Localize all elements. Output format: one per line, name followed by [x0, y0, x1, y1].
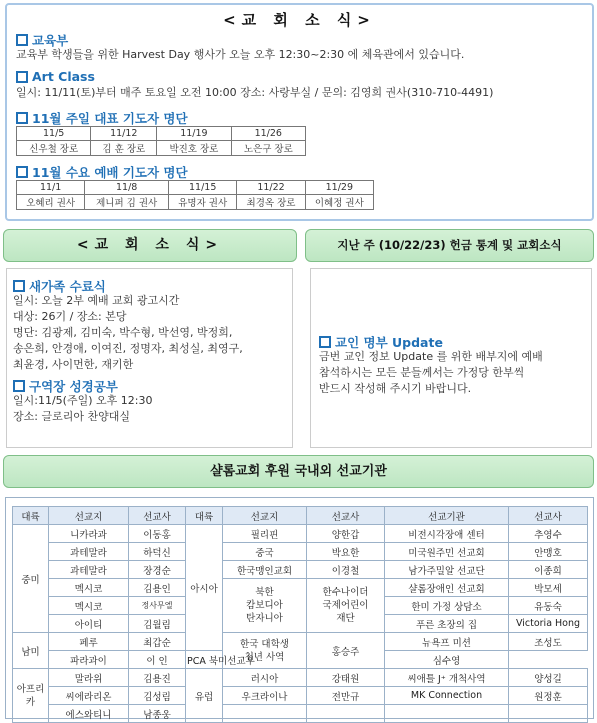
missionary-cell: 원정훈: [509, 687, 588, 705]
table-cell: 이혜정 권사: [305, 195, 373, 210]
new-family-line: 송은희, 안경애, 이여진, 정명자, 최성실, 최영구,: [13, 342, 243, 355]
organization-cell: 씨애틀 J⁺ 개척사역: [385, 669, 509, 687]
organization-cell: 뉴욕프 미션: [385, 633, 509, 651]
missionary-cell: 강태원: [307, 669, 385, 687]
table-cell: 11/8: [85, 181, 169, 195]
table-cell: 제니퍼 김 권사: [85, 195, 169, 210]
left-news-panel: [6, 268, 293, 448]
mission-field-cell: 필리핀: [223, 525, 307, 543]
continent-cell: 유럽: [186, 669, 223, 723]
mission-field-cell: 파라과이: [49, 651, 129, 669]
mission-field-cell: 페루: [49, 633, 129, 651]
mission-field-cell: 아이티: [49, 615, 129, 633]
mission-field-cell: 멕시코: [49, 579, 129, 597]
missionary-cell: 하덕신: [129, 543, 186, 561]
table-header-row: [13, 507, 588, 525]
mission-field-cell: 한국맹인교회: [223, 561, 307, 579]
continent-cell: 아프리카: [13, 669, 49, 723]
offering-header: 지난 주 (10/22/23) 헌금 통계 및 교회소식: [305, 229, 594, 262]
new-family-line: 대상: 26기 / 장소: 본당: [13, 310, 127, 323]
member-update-line: 금번 교인 정보 Update 를 위한 배부지에 예배: [319, 350, 543, 363]
mission-field-cell: 니카라과: [49, 525, 129, 543]
missionary-cell: 양성길: [509, 669, 588, 687]
edu-text: 교육부 학생들을 위한 Harvest Day 행사가 오늘 오후 12:30~2:30 에 체육관에서 있습니다.: [16, 48, 465, 61]
missionary-cell: 안맹호: [509, 543, 588, 561]
new-family-line: 명단: 김광제, 김미숙, 박수형, 박선영, 박정희,: [13, 326, 233, 339]
table-row: [13, 525, 588, 543]
offering-panel: [310, 268, 592, 448]
table-cell: 노은구 장로: [231, 141, 305, 156]
mission-panel: [5, 497, 594, 719]
missionary-cell: 정사무엘: [129, 597, 186, 615]
missionary-cell: 박요한: [307, 543, 385, 561]
table-cell: 11/5: [17, 127, 91, 141]
missionary-cell: 이동홍: [129, 525, 186, 543]
missionary-cell: 홍승주: [307, 633, 385, 669]
column-header: 대륙: [13, 507, 49, 525]
missionary-cell: 이 인: [129, 651, 186, 669]
empty-cell: [509, 705, 588, 723]
table-cell: 최경옥 장로: [237, 195, 305, 210]
missionary-cell: 김월림: [129, 615, 186, 633]
table-row: [13, 669, 588, 687]
new-family-title: 새가족 수료식: [13, 277, 106, 295]
continent-cell: 중미: [13, 525, 49, 633]
table-row: [13, 543, 588, 561]
missionary-cell: 김성림: [129, 687, 186, 705]
table-cell: 11/19: [157, 127, 231, 141]
square-bullet-icon: [13, 380, 25, 392]
new-family-line: 최윤경, 사이먼한, 재키한: [13, 358, 134, 371]
square-bullet-icon: [16, 71, 28, 83]
table-cell: 김 훈 장로: [91, 141, 157, 156]
table-cell: 11/26: [231, 127, 305, 141]
mission-field-cell: 씨에라리온: [49, 687, 129, 705]
mission-field-cell: 북한 캄보디아 탄자니아: [223, 579, 307, 633]
member-update-line: 참석하시는 모든 분들께서는 가정당 한부씩: [319, 366, 525, 379]
organization-cell: 한미 가정 상담소: [385, 597, 509, 615]
missionary-cell: 심수영: [385, 651, 509, 669]
column-header: 선교지: [49, 507, 129, 525]
missionary-cell: Victoria Hong: [509, 615, 588, 633]
square-bullet-icon: [16, 112, 28, 124]
mission-field-cell: 말라위: [49, 669, 129, 687]
column-header: 대륙: [186, 507, 223, 525]
organization-cell: PCA 북미선교부: [186, 651, 223, 669]
table-cell: 11/1: [17, 181, 85, 195]
edu-section-title: 교육부: [16, 31, 68, 49]
bible-study-line: 일시:11/5(주일) 오후 12:30: [13, 394, 153, 407]
continent-cell: 아시아: [186, 525, 223, 651]
mission-field-cell: 우크라이나: [223, 687, 307, 705]
column-header: 선교사: [129, 507, 186, 525]
table-row: [13, 633, 588, 651]
missionary-cell: 조성도: [509, 633, 588, 651]
square-bullet-icon: [16, 34, 28, 46]
table-cell: 11/29: [305, 181, 373, 195]
missionary-cell: 장경순: [129, 561, 186, 579]
square-bullet-icon: [319, 336, 331, 348]
mission-field-cell: 중국: [223, 543, 307, 561]
table-cell: 유명자 권사: [169, 195, 237, 210]
top-news-panel: [5, 3, 594, 221]
organization-cell: 푸른 초장의 집: [385, 615, 509, 633]
missionary-cell: 유동숙: [509, 597, 588, 615]
missionary-cell: 김용진: [129, 669, 186, 687]
missionary-cell: 박모세: [509, 579, 588, 597]
missionary-cell: 한수나이더 국제어린이 재단: [307, 579, 385, 633]
table-row: [13, 561, 588, 579]
organization-cell: 미국원주민 선교회: [385, 543, 509, 561]
mission-field-cell: 과테말라: [49, 561, 129, 579]
table-row: [13, 687, 588, 705]
table-cell: 11/12: [91, 127, 157, 141]
table-cell: 오혜리 권사: [17, 195, 85, 210]
missionary-cell: 김용인: [129, 579, 186, 597]
missionary-cell: 최갑순: [129, 633, 186, 651]
missionary-cell: 양한갑: [307, 525, 385, 543]
wed-prayer-title: 11월 수요 예배 기도자 명단: [16, 163, 188, 181]
column-header: 선교사: [509, 507, 588, 525]
missionary-cell: 이경철: [307, 561, 385, 579]
empty-cell: [223, 705, 307, 723]
mission-field-cell: 한국 대학생 청년 사역: [223, 633, 307, 669]
mission-header: 샬롬교회 후원 국내외 선교기관: [3, 455, 594, 488]
sunday-prayer-table: [16, 126, 306, 156]
mission-field-cell: 에스와티니: [49, 705, 129, 723]
art-text: 일시: 11/11(토)부터 매주 토요일 오전 10:00 장소: 사랑부실 / 문의: 김영희 권사(310-710-4491): [16, 86, 494, 99]
table-row: [13, 579, 588, 597]
mission-field-cell: 과테말라: [49, 543, 129, 561]
empty-cell: [307, 705, 385, 723]
missionary-cell: 남종웅: [129, 705, 186, 723]
missionary-cell: 이종희: [509, 561, 588, 579]
member-update-line: 반드시 작성해 주시기 바랍니다.: [319, 382, 472, 395]
mission-field-cell: 러시아: [223, 669, 307, 687]
table-cell: 11/22: [237, 181, 305, 195]
table-cell: 11/15: [169, 181, 237, 195]
organization-cell: 비전시각장애 센터: [385, 525, 509, 543]
table-row: [13, 705, 588, 723]
art-section-title: Art Class: [16, 69, 95, 84]
table-cell: 박진호 장로: [157, 141, 231, 156]
column-header: 선교지: [223, 507, 307, 525]
mission-table: [12, 506, 588, 723]
missionary-cell: 추영수: [509, 525, 588, 543]
empty-cell: [385, 705, 509, 723]
column-header: 선교사: [307, 507, 385, 525]
sunday-prayer-title: 11월 주일 대표 기도자 명단: [16, 109, 188, 127]
top-news-title: <교 회 소 식>: [223, 11, 376, 29]
wed-prayer-table: [16, 180, 374, 210]
member-update-title: 교인 명부 Update: [319, 333, 443, 351]
organization-cell: 샬롬장애인 선교회: [385, 579, 509, 597]
column-header: 선교기관: [385, 507, 509, 525]
missionary-cell: 전만규: [307, 687, 385, 705]
organization-cell: MK Connection: [385, 687, 509, 705]
left-news-header: <교 회 소 식>: [3, 229, 297, 262]
table-cell: 신우철 장로: [17, 141, 91, 156]
bible-study-title: 구역장 성경공부: [13, 377, 118, 395]
mission-field-cell: 멕시코: [49, 597, 129, 615]
organization-cell: 남가주밀알 선교단: [385, 561, 509, 579]
square-bullet-icon: [16, 166, 28, 178]
bible-study-line: 장소: 글로리아 찬양대실: [13, 410, 130, 423]
new-family-line: 일시: 오늘 2부 예배 교회 광고시간: [13, 294, 180, 307]
continent-cell: 남미: [13, 633, 49, 669]
square-bullet-icon: [13, 280, 25, 292]
